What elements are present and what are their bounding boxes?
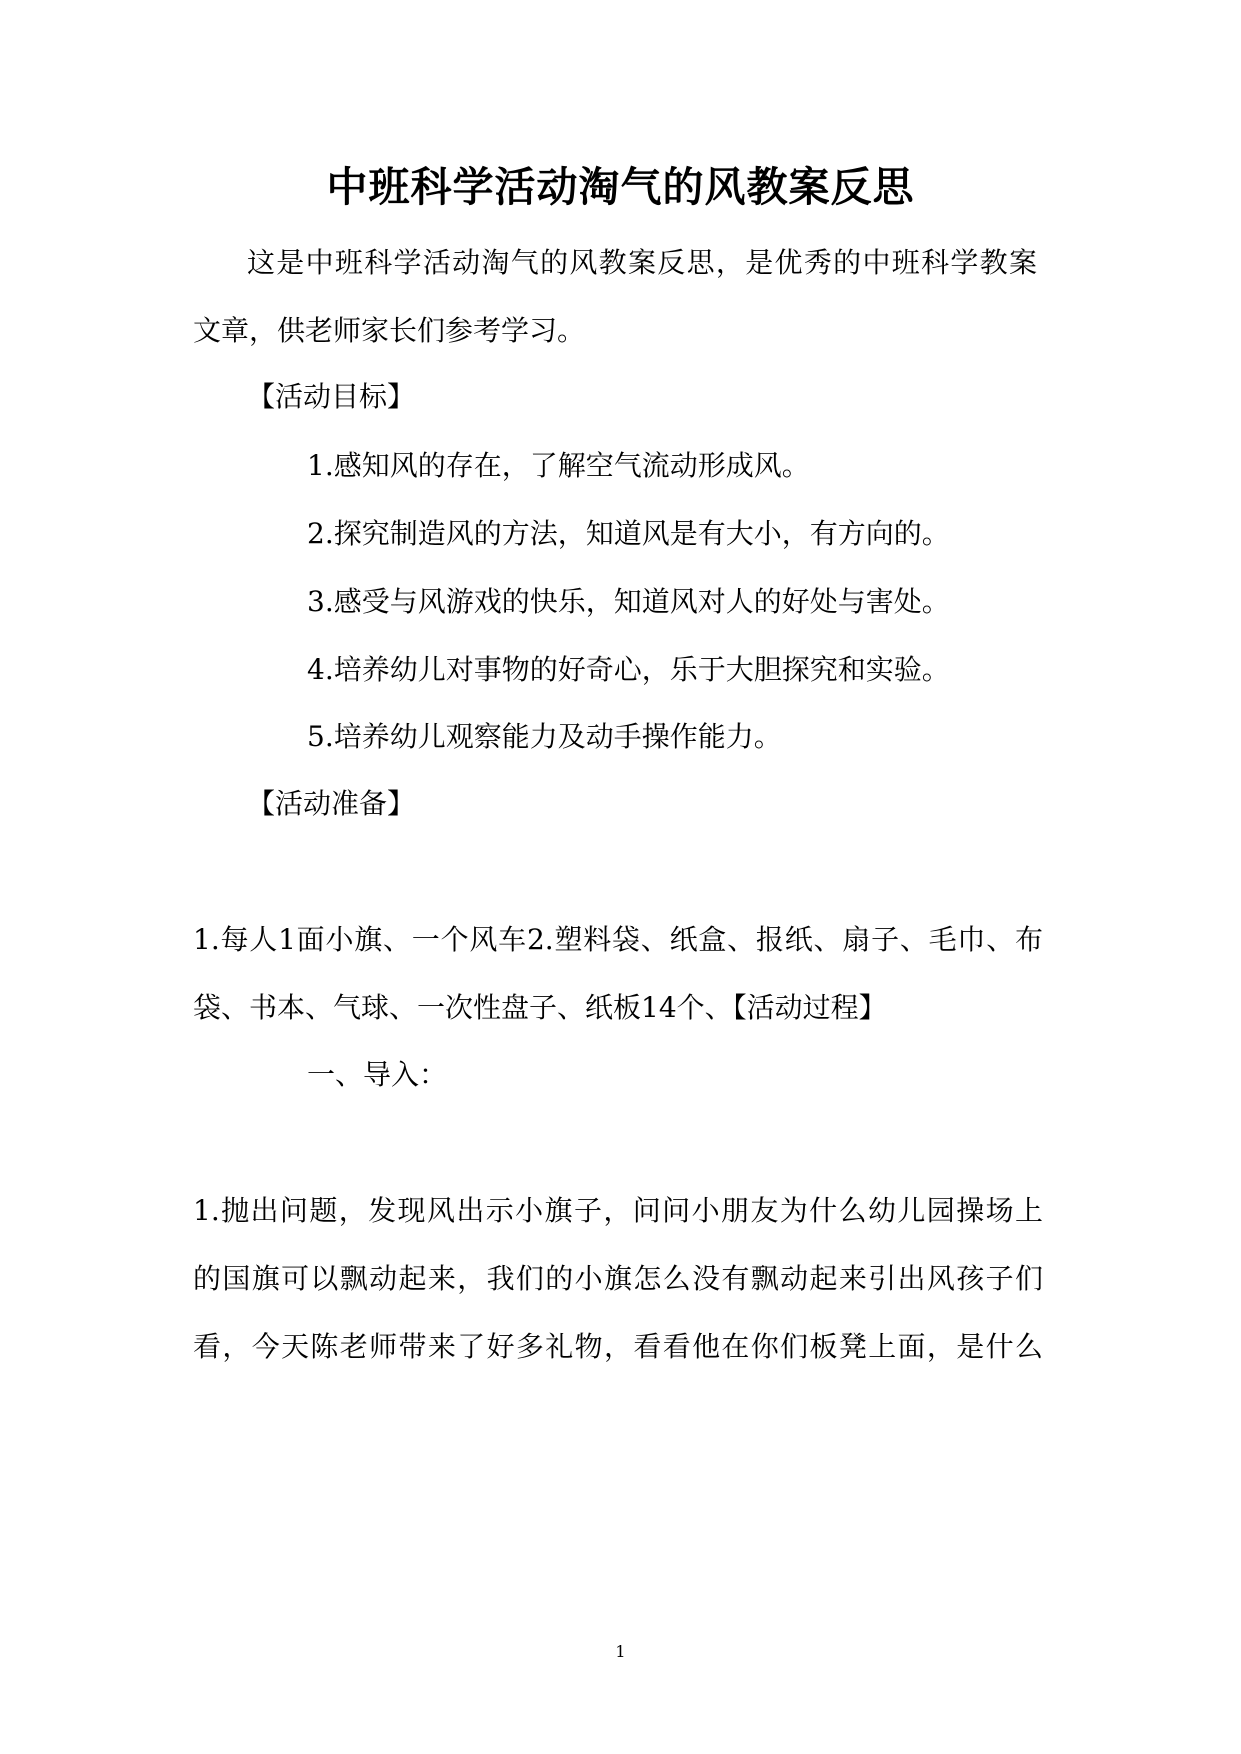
intro-line-2: 文章，供老师家长们参考学习。 xyxy=(193,314,586,347)
goals-heading: 【活动目标】 xyxy=(247,380,416,413)
step-line-1: 1.抛出问题，发现风出示小旗子，问问小朋友为什么幼儿园操场上 xyxy=(193,1194,1043,1227)
page-number: 1 xyxy=(615,1642,626,1661)
document-title: 中班科学活动淘气的风教案反思 xyxy=(326,163,915,211)
step-line-3: 看，今天陈老师带来了好多礼物，看看他在你们板凳上面，是什么 xyxy=(193,1330,1043,1363)
goal-item-4: 4.培养幼儿对事物的好奇心，乐于大胆探究和实验。 xyxy=(307,653,950,686)
goal-item-3: 3.感受与风游戏的快乐，知道风对人的好处与害处。 xyxy=(307,585,950,618)
section-one-heading: 一、导入： xyxy=(307,1058,448,1091)
prep-line-1: 1.每人1面小旗、一个风车2.塑料袋、纸盒、报纸、扇子、毛巾、布 xyxy=(193,923,1043,956)
goal-item-2: 2.探究制造风的方法，知道风是有大小，有方向的。 xyxy=(307,517,950,550)
intro-line-1: 这是中班科学活动淘气的风教案反思，是优秀的中班科学教案 xyxy=(247,246,1037,279)
step-line-2: 的国旗可以飘动起来，我们的小旗怎么没有飘动起来引出风孩子们 xyxy=(193,1262,1043,1295)
goal-item-1: 1.感知风的存在，了解空气流动形成风。 xyxy=(307,449,810,482)
prep-heading: 【活动准备】 xyxy=(247,787,416,820)
prep-line-2: 袋、书本、气球、一次性盘子、纸板14个、【活动过程】 xyxy=(193,991,887,1024)
goal-item-5: 5.培养幼儿观察能力及动手操作能力。 xyxy=(307,720,782,753)
